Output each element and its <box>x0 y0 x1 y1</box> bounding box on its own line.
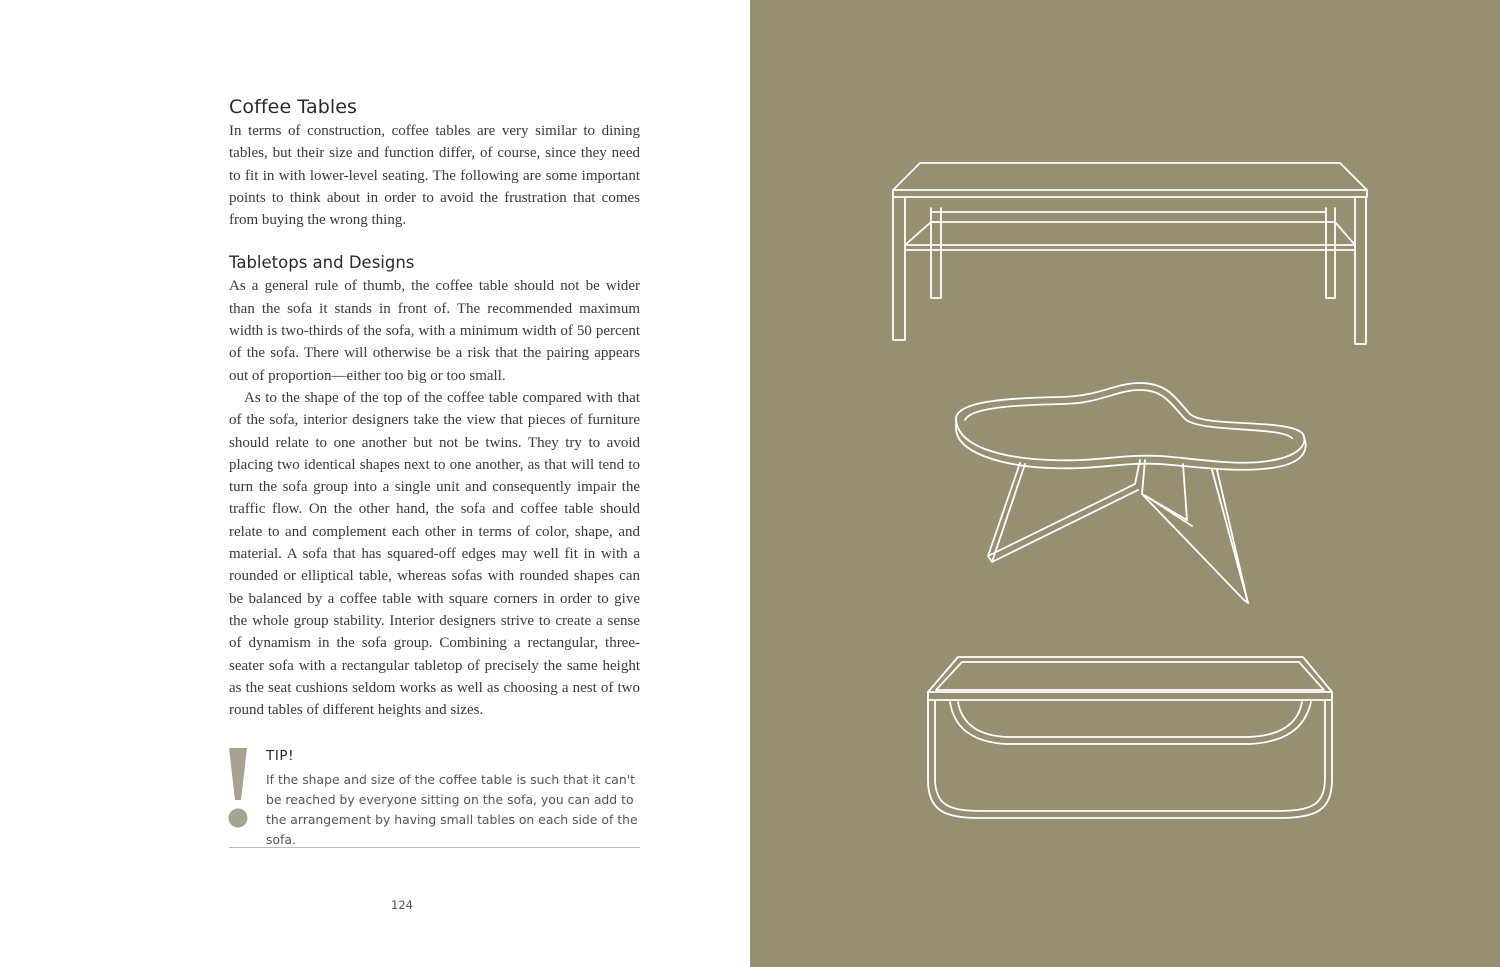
body-paragraph-1: As a general rule of thumb, the coffee table should not be wider than the sofa it stands in front of. The recommended maximum width is two-thirds of the sofa, with a minimum width of 50 percent of the sofa. There will otherwise be a risk that the pairing appears out of proportion—either too big or too small. <box>229 278 640 384</box>
body-paragraph-2: As to the shape of the top of the coffee table compared with that of the sofa, interior designers take the view that pieces of furniture should relate to one another but not be twins. They try to avoid placing two identical shapes next to one another, as that will tend to turn the sofa group into a single unit and consequently impair the traffic flow. On the other hand, the sofa and coffee table should relate to and complement each other in terms of color, shape, and material. A sofa that has squared-off edges may well fit in with a rounded or elliptical table, whereas sofas with rounded shapes can be balanced by a coffee table with square corners in order to give the whole group stability. Interior designers strive to create a sense of dynamism in the sofa group. Combining a rectangular, three-seater sofa with a rectangular tabletop of precisely the same height as the seat cushions seldom works as well as choosing a nest of two round tables of different heights and sizes. <box>229 389 640 719</box>
tip-text: If the shape and size of the coffee table is such that it can't be reached by everyone sitting on the sofa, you can add to the arrangement by having small tables on each side of the sofa. <box>266 772 638 847</box>
subsection-title: Tabletops and Designs <box>229 253 415 273</box>
kidney-coffee-table-icon <box>956 383 1306 603</box>
right-page <box>750 0 1500 967</box>
divider-line <box>229 847 640 848</box>
text-column <box>229 94 640 721</box>
rectangular-coffee-table-icon <box>893 163 1367 344</box>
intro-paragraph: In terms of construction, coffee tables are very similar to dining tables, but their size and function differ, of course, since they need to fit in with lower-level seating. The following are some important points to think about in order to avoid the frustration that comes from buying the wrong thing. <box>229 123 640 229</box>
tip-box <box>226 746 640 847</box>
tip-label: TIP! <box>266 748 295 764</box>
illustrations-panel <box>750 0 1500 967</box>
section-title: Coffee Tables <box>229 96 358 118</box>
exclamation-icon <box>226 748 250 830</box>
rounded-box-coffee-table-icon <box>928 657 1332 818</box>
page-number: 124 <box>391 898 413 912</box>
